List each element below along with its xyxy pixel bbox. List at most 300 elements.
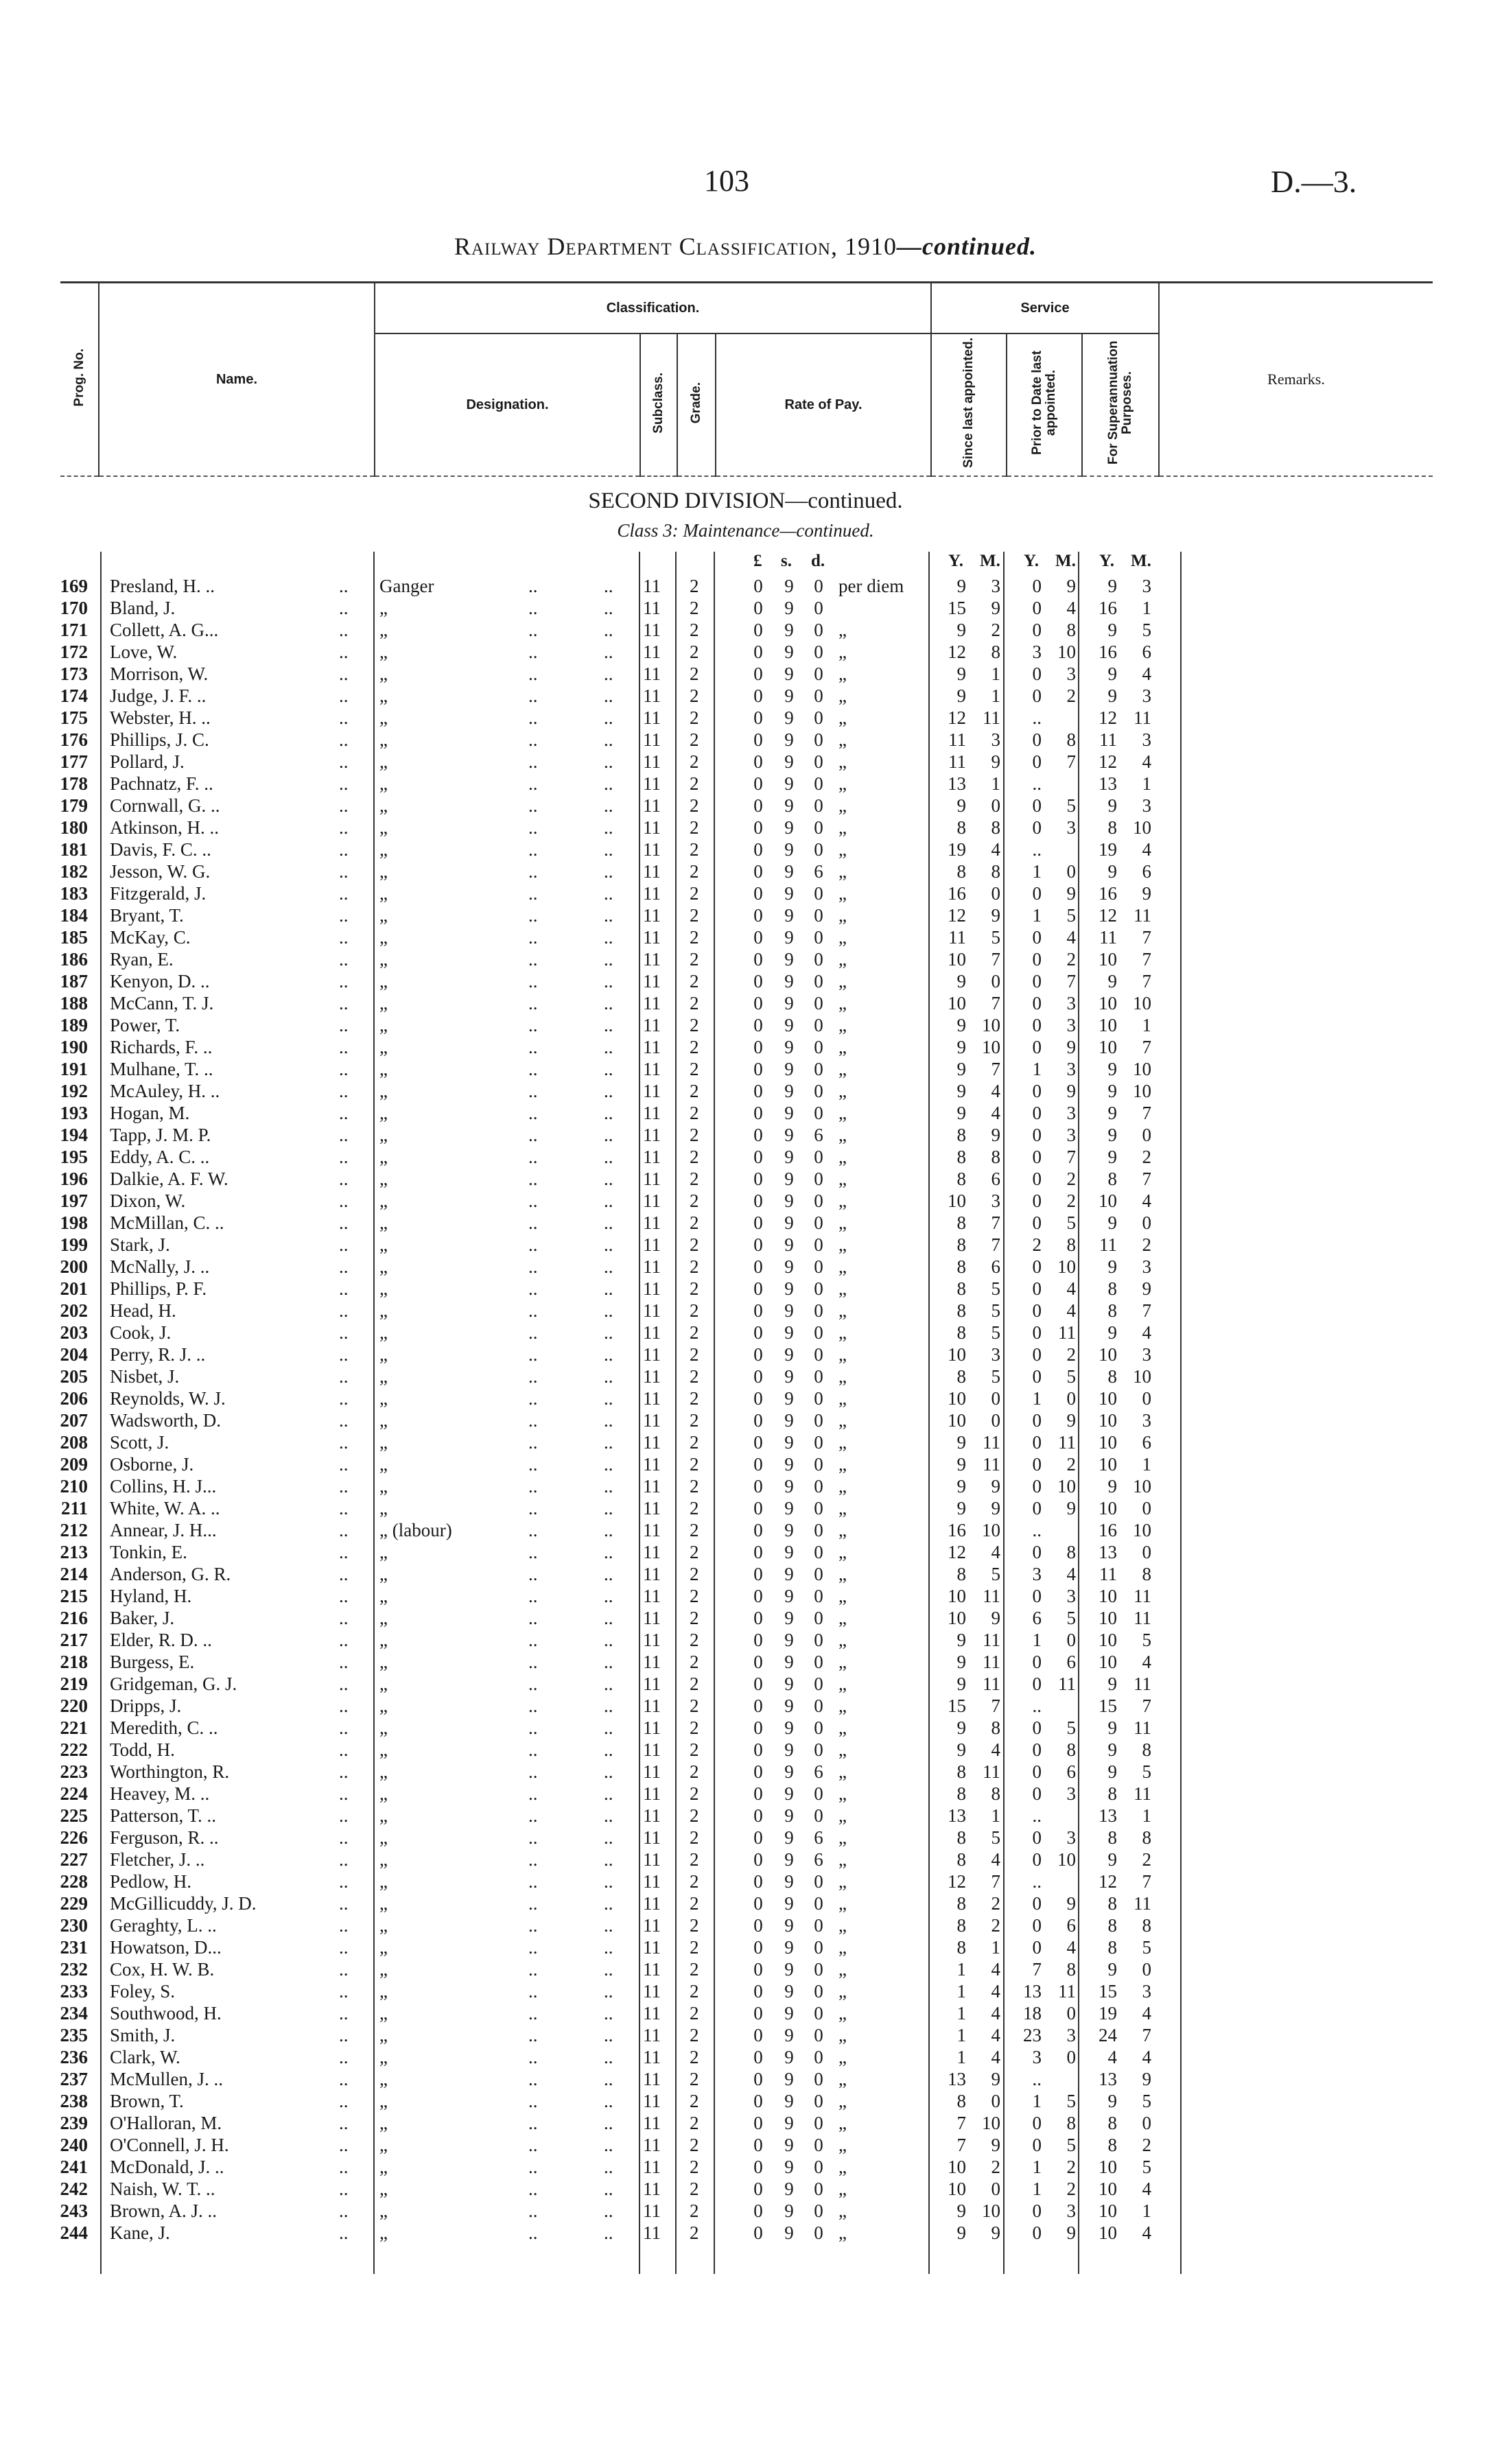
subclass: 11 — [643, 1059, 661, 1079]
super-months: 7 — [1142, 927, 1151, 948]
since-last-months: 2 — [991, 1915, 1000, 1936]
prior-months: 2 — [1066, 2179, 1076, 2199]
prog-number: 197 — [60, 1190, 88, 1211]
since-last-years: 8 — [956, 1147, 966, 1167]
super-years: 9 — [1107, 685, 1117, 706]
prior-years: 0 — [1032, 993, 1042, 1013]
subclass: 11 — [643, 949, 661, 970]
since-last-years: 13 — [948, 1805, 966, 1826]
prog-number: 198 — [60, 1212, 88, 1233]
super-months: 11 — [1134, 1717, 1151, 1738]
grade: 2 — [690, 1344, 699, 1365]
prog-number: 215 — [60, 1586, 88, 1606]
prog-number: 176 — [60, 729, 88, 750]
pay-pence: 0 — [814, 1542, 823, 1562]
pay-pounds: 0 — [753, 1169, 763, 1189]
prior-years: .. — [1032, 1805, 1042, 1826]
prog-number: 218 — [60, 1652, 88, 1672]
table-row — [0, 948, 1491, 970]
leader-dots: .. — [339, 729, 349, 750]
pay-pounds: 0 — [753, 1959, 763, 1980]
unit-month-2: M. — [1055, 552, 1076, 570]
grade: 2 — [690, 1586, 699, 1606]
subclass: 11 — [643, 729, 661, 750]
pay-pence: 0 — [814, 2091, 823, 2111]
pay-pence: 0 — [814, 576, 823, 596]
since-last-months: 11 — [983, 1432, 1000, 1453]
leader-dots: .. — [528, 685, 538, 706]
leader-dots: .. — [604, 1059, 613, 1079]
pay-pence: 0 — [814, 1037, 823, 1057]
since-last-months: 11 — [983, 1674, 1000, 1694]
prior-years: 0 — [1032, 1761, 1042, 1782]
pay-unit: „ — [838, 971, 847, 992]
super-months: 4 — [1142, 2003, 1151, 2023]
since-last-years: 12 — [948, 707, 966, 728]
pay-shillings: 9 — [784, 971, 794, 992]
prior-months: 0 — [1066, 1630, 1076, 1650]
leader-dots: .. — [604, 2003, 613, 2023]
since-last-months: 1 — [991, 1937, 1000, 1958]
since-last-months: 4 — [991, 1739, 1000, 1760]
leader-dots: .. — [339, 685, 349, 706]
pay-pence: 0 — [814, 1344, 823, 1365]
leader-dots: .. — [528, 1212, 538, 1233]
since-last-months: 5 — [991, 1278, 1000, 1299]
prior-months: 4 — [1066, 927, 1076, 948]
designation: „ — [379, 1564, 388, 1584]
since-last-months: 2 — [991, 620, 1000, 640]
super-months: 7 — [1142, 1871, 1151, 1892]
subclass: 11 — [643, 795, 661, 816]
prog-number: 189 — [60, 1015, 88, 1035]
leader-dots: .. — [604, 1981, 613, 2002]
pay-pence: 0 — [814, 927, 823, 948]
leader-dots: .. — [528, 1696, 538, 1716]
leader-dots: .. — [339, 1322, 349, 1343]
super-months: 0 — [1142, 1498, 1151, 1518]
table-row — [0, 1629, 1491, 1651]
subclass: 11 — [643, 2091, 661, 2111]
pay-unit: „ — [838, 2201, 847, 2221]
prior-years: .. — [1032, 2069, 1042, 2089]
table-row — [0, 926, 1491, 948]
employee-name: Wadsworth, D. — [110, 1410, 222, 1431]
pay-pence: 0 — [814, 993, 823, 1013]
prog-number: 190 — [60, 1037, 88, 1057]
pay-shillings: 9 — [784, 1849, 794, 1870]
pay-unit: „ — [838, 1432, 847, 1453]
prog-number: 186 — [60, 949, 88, 970]
pay-pounds: 0 — [753, 795, 763, 816]
since-last-months: 8 — [991, 1717, 1000, 1738]
since-last-months: 4 — [991, 1981, 1000, 2002]
prior-years: .. — [1032, 839, 1042, 860]
subclass: 11 — [643, 1630, 661, 1650]
pay-shillings: 9 — [784, 1212, 794, 1233]
super-months: 10 — [1133, 1081, 1151, 1101]
pay-unit: „ — [838, 1300, 847, 1321]
pay-pence: 0 — [814, 2179, 823, 2199]
leader-dots: .. — [604, 1103, 613, 1123]
employee-name: Eddy, A. C. .. — [110, 1147, 210, 1167]
pay-shillings: 9 — [784, 1037, 794, 1057]
since-last-years: 9 — [956, 1498, 966, 1518]
super-years: 12 — [1099, 1871, 1117, 1892]
prior-years: 0 — [1032, 1103, 1042, 1123]
super-months: 8 — [1142, 1739, 1151, 1760]
grade: 2 — [690, 1169, 699, 1189]
prior-months: 9 — [1066, 2222, 1076, 2243]
designation: „ — [379, 1169, 388, 1189]
pay-shillings: 9 — [784, 1015, 794, 1035]
prior-years: 0 — [1032, 1893, 1042, 1914]
designation: „ — [379, 2091, 388, 2111]
prior-years: 0 — [1032, 598, 1042, 618]
grade: 2 — [690, 1959, 699, 1980]
subclass: 11 — [643, 1410, 661, 1431]
pay-pence: 0 — [814, 2201, 823, 2221]
since-last-months: 11 — [983, 1652, 1000, 1672]
grade: 2 — [690, 1125, 699, 1145]
employee-name: Burgess, E. — [110, 1652, 195, 1672]
pay-shillings: 9 — [784, 751, 794, 772]
employee-name: Collett, A. G... — [110, 620, 219, 640]
since-last-years: 8 — [956, 1169, 966, 1189]
pay-shillings: 9 — [784, 1256, 794, 1277]
prog-number: 240 — [60, 2135, 88, 2155]
employee-name: McGillicuddy, J. D. — [110, 1893, 257, 1914]
since-last-years: 8 — [956, 1849, 966, 1870]
pay-pounds: 0 — [753, 1103, 763, 1123]
table-row — [0, 1827, 1491, 1849]
subclass: 11 — [643, 1652, 661, 1672]
since-last-years: 9 — [956, 1037, 966, 1057]
pay-unit: „ — [838, 839, 847, 860]
prior-years: 3 — [1032, 642, 1042, 662]
pay-pounds: 0 — [753, 1059, 763, 1079]
leader-dots: .. — [528, 2157, 538, 2177]
prog-number: 203 — [60, 1322, 88, 1343]
leader-dots: .. — [528, 1278, 538, 1299]
table-row — [0, 1431, 1491, 1453]
prior-years: 1 — [1032, 2157, 1042, 2177]
leader-dots: .. — [604, 1696, 613, 1716]
prior-years: 0 — [1032, 949, 1042, 970]
leader-dots: .. — [339, 861, 349, 882]
leader-dots: .. — [604, 1256, 613, 1277]
super-months: 7 — [1142, 1300, 1151, 1321]
pay-unit: „ — [838, 1410, 847, 1431]
pay-shillings: 9 — [784, 1103, 794, 1123]
subclass: 11 — [643, 1388, 661, 1409]
pay-shillings: 9 — [784, 1520, 794, 1540]
grade: 2 — [690, 1915, 699, 1936]
leader-dots: .. — [604, 1190, 613, 1211]
subclass: 11 — [643, 1015, 661, 1035]
pay-unit: „ — [838, 2003, 847, 2023]
pay-unit: „ — [838, 2113, 847, 2133]
since-last-months: 0 — [991, 2179, 1000, 2199]
super-months: 0 — [1142, 1125, 1151, 1145]
super-years: 9 — [1107, 1125, 1117, 1145]
prior-months: 0 — [1066, 2047, 1076, 2067]
super-years: 8 — [1107, 2135, 1117, 2155]
pay-unit: „ — [838, 1212, 847, 1233]
prog-number: 235 — [60, 2025, 88, 2045]
employee-name: Presland, H. .. — [110, 576, 215, 596]
super-years: 8 — [1107, 1366, 1117, 1387]
since-last-years: 9 — [956, 576, 966, 596]
subclass: 11 — [643, 1366, 661, 1387]
leader-dots: .. — [339, 2222, 349, 2243]
employee-name: Naish, W. T. .. — [110, 2179, 215, 2199]
employee-name: Ferguson, R. .. — [110, 1827, 219, 1848]
leader-dots: .. — [528, 1586, 538, 1606]
employee-name: Meredith, C. .. — [110, 1717, 218, 1738]
super-months: 6 — [1142, 861, 1151, 882]
leader-dots: .. — [339, 664, 349, 684]
table-row — [0, 2156, 1491, 2178]
designation: „ — [379, 1256, 388, 1277]
table-row — [0, 1980, 1491, 2002]
since-last-years: 9 — [956, 2201, 966, 2221]
subclass: 11 — [643, 993, 661, 1013]
subclass: 11 — [643, 1827, 661, 1848]
table-row — [0, 1278, 1491, 1300]
leader-dots: .. — [528, 1805, 538, 1826]
super-years: 10 — [1099, 1037, 1117, 1057]
since-last-years: 9 — [956, 1476, 966, 1497]
leader-dots: .. — [604, 2069, 613, 2089]
subclass: 11 — [643, 1542, 661, 1562]
since-last-years: 1 — [956, 2025, 966, 2045]
employee-name: White, W. A. .. — [110, 1498, 220, 1518]
pay-pounds: 0 — [753, 2179, 763, 2199]
leader-dots: .. — [528, 1564, 538, 1584]
prior-months: 11 — [1058, 1981, 1076, 2002]
unit-pounds: £ — [753, 552, 762, 570]
prog-number: 208 — [60, 1432, 88, 1453]
pay-pence: 6 — [814, 1827, 823, 1848]
table-row — [0, 1936, 1491, 1958]
table-row — [0, 1497, 1491, 1519]
pay-unit: „ — [838, 1103, 847, 1123]
leader-dots: .. — [528, 1739, 538, 1760]
pay-unit: „ — [838, 1520, 847, 1540]
leader-dots: .. — [339, 1783, 349, 1804]
grade: 2 — [690, 1059, 699, 1079]
grade: 2 — [690, 1674, 699, 1694]
leader-dots: .. — [528, 1871, 538, 1892]
since-last-years: 10 — [948, 1586, 966, 1606]
leader-dots: .. — [604, 1542, 613, 1562]
super-months: 5 — [1142, 2091, 1151, 2111]
table-row — [0, 2134, 1491, 2156]
since-last-years: 10 — [948, 1608, 966, 1628]
since-last-months: 3 — [991, 576, 1000, 596]
pay-pence: 0 — [814, 1256, 823, 1277]
employee-name: Geraghty, L. .. — [110, 1915, 217, 1936]
prior-years: 6 — [1032, 1608, 1042, 1628]
employee-name: Todd, H. — [110, 1739, 175, 1760]
super-years: 9 — [1107, 1959, 1117, 1980]
pay-shillings: 9 — [784, 1959, 794, 1980]
table-row — [0, 575, 1491, 597]
leader-dots: .. — [604, 1037, 613, 1057]
pay-shillings: 9 — [784, 2135, 794, 2155]
leader-dots: .. — [528, 1037, 538, 1057]
grade: 2 — [690, 2069, 699, 2089]
since-last-years: 10 — [948, 1388, 966, 1409]
designation: „ — [379, 1125, 388, 1145]
subclass: 11 — [643, 883, 661, 904]
pay-shillings: 9 — [784, 1630, 794, 1650]
subclass: 11 — [643, 707, 661, 728]
pay-pence: 0 — [814, 620, 823, 640]
since-last-years: 9 — [956, 1652, 966, 1672]
grade: 2 — [690, 1256, 699, 1277]
prog-number: 187 — [60, 971, 88, 992]
super-months: 2 — [1142, 1147, 1151, 1167]
prior-months: 9 — [1066, 576, 1076, 596]
grade: 2 — [690, 839, 699, 860]
leader-dots: .. — [528, 1783, 538, 1804]
leader-dots: .. — [528, 1388, 538, 1409]
leader-dots: .. — [528, 993, 538, 1013]
since-last-years: 11 — [948, 751, 966, 772]
subclass: 11 — [643, 2025, 661, 2045]
since-last-months: 4 — [991, 2025, 1000, 2045]
since-last-months: 4 — [991, 2003, 1000, 2023]
pay-pence: 0 — [814, 1234, 823, 1255]
prior-years: 0 — [1032, 2113, 1042, 2133]
super-months: 0 — [1142, 1959, 1151, 1980]
super-months: 2 — [1142, 1849, 1151, 1870]
prog-number: 242 — [60, 2179, 88, 2199]
pay-unit: „ — [838, 1476, 847, 1497]
pay-shillings: 9 — [784, 1783, 794, 1804]
leader-dots: .. — [339, 2157, 349, 2177]
prog-number: 191 — [60, 1059, 88, 1079]
prior-years: 0 — [1032, 1169, 1042, 1189]
employee-name: Dalkie, A. F. W. — [110, 1169, 228, 1189]
designation: „ — [379, 1037, 388, 1057]
super-months: 4 — [1142, 1322, 1151, 1343]
pay-unit: „ — [838, 1498, 847, 1518]
employee-name: Phillips, J. C. — [110, 729, 209, 750]
table-row — [0, 2002, 1491, 2024]
super-years: 24 — [1099, 2025, 1117, 2045]
pay-pounds: 0 — [753, 1717, 763, 1738]
since-last-months: 8 — [991, 1147, 1000, 1167]
pay-unit: „ — [838, 1256, 847, 1277]
grade: 2 — [690, 1542, 699, 1562]
pay-pence: 0 — [814, 1937, 823, 1958]
leader-dots: .. — [339, 817, 349, 838]
employee-name: Tapp, J. M. P. — [110, 1125, 211, 1145]
super-months: 3 — [1142, 1981, 1151, 2002]
since-last-years: 1 — [956, 1981, 966, 2002]
pay-unit: „ — [838, 1937, 847, 1958]
table-row — [0, 1058, 1491, 1080]
super-years: 13 — [1099, 773, 1117, 794]
pay-pounds: 0 — [753, 1454, 763, 1475]
super-months: 4 — [1142, 2222, 1151, 2243]
prior-years: 0 — [1032, 927, 1042, 948]
employee-name: McCann, T. J. — [110, 993, 214, 1013]
leader-dots: .. — [339, 905, 349, 926]
leader-dots: .. — [339, 1278, 349, 1299]
since-last-years: 10 — [948, 949, 966, 970]
leader-dots: .. — [339, 1586, 349, 1606]
pay-unit: „ — [838, 1388, 847, 1409]
pay-unit: „ — [838, 1783, 847, 1804]
employee-name: Nisbet, J. — [110, 1366, 180, 1387]
super-years: 10 — [1099, 2201, 1117, 2221]
leader-dots: .. — [339, 1256, 349, 1277]
pay-shillings: 9 — [784, 1761, 794, 1782]
pay-unit: „ — [838, 1959, 847, 1980]
leader-dots: .. — [604, 1498, 613, 1518]
grade: 2 — [690, 2222, 699, 2243]
grade: 2 — [690, 576, 699, 596]
employee-name: Bryant, T. — [110, 905, 184, 926]
prior-months: 8 — [1066, 1739, 1076, 1760]
table-row — [0, 773, 1491, 795]
prior-years: 0 — [1032, 817, 1042, 838]
leader-dots: .. — [528, 2201, 538, 2221]
title-suffix: —continued. — [896, 233, 1037, 260]
super-months: 8 — [1142, 1827, 1151, 1848]
grade: 2 — [690, 685, 699, 706]
header-service: Service — [931, 283, 1159, 334]
prior-months: 5 — [1066, 1212, 1076, 1233]
pay-pounds: 0 — [753, 642, 763, 662]
pay-unit: „ — [838, 927, 847, 948]
prior-months: 7 — [1066, 751, 1076, 772]
pay-pence: 0 — [814, 773, 823, 794]
leader-dots: .. — [528, 861, 538, 882]
since-last-months: 4 — [991, 1959, 1000, 1980]
pay-pence: 0 — [814, 1674, 823, 1694]
leader-dots: .. — [339, 883, 349, 904]
subclass: 11 — [643, 1498, 661, 1518]
since-last-years: 9 — [956, 1717, 966, 1738]
table-row — [0, 707, 1491, 729]
header-subclass: Subclass. — [640, 333, 677, 476]
pay-pence: 0 — [814, 1717, 823, 1738]
pay-shillings: 9 — [784, 1915, 794, 1936]
table-row — [0, 2068, 1491, 2090]
super-years: 16 — [1099, 598, 1117, 618]
subclass: 11 — [643, 2003, 661, 2023]
table-row — [0, 1344, 1491, 1365]
since-last-months: 2 — [991, 1893, 1000, 1914]
prior-months: 11 — [1058, 1322, 1076, 1343]
designation: „ — [379, 1476, 388, 1497]
prog-number: 221 — [60, 1717, 88, 1738]
prog-number: 232 — [60, 1959, 88, 1980]
since-last-years: 9 — [956, 1739, 966, 1760]
employee-name: Anderson, G. R. — [110, 1564, 231, 1584]
employee-name: Mulhane, T. .. — [110, 1059, 213, 1079]
designation: „ — [379, 1212, 388, 1233]
leader-dots: .. — [339, 1871, 349, 1892]
leader-dots: .. — [604, 1652, 613, 1672]
leader-dots: .. — [604, 707, 613, 728]
prior-months: 7 — [1066, 971, 1076, 992]
